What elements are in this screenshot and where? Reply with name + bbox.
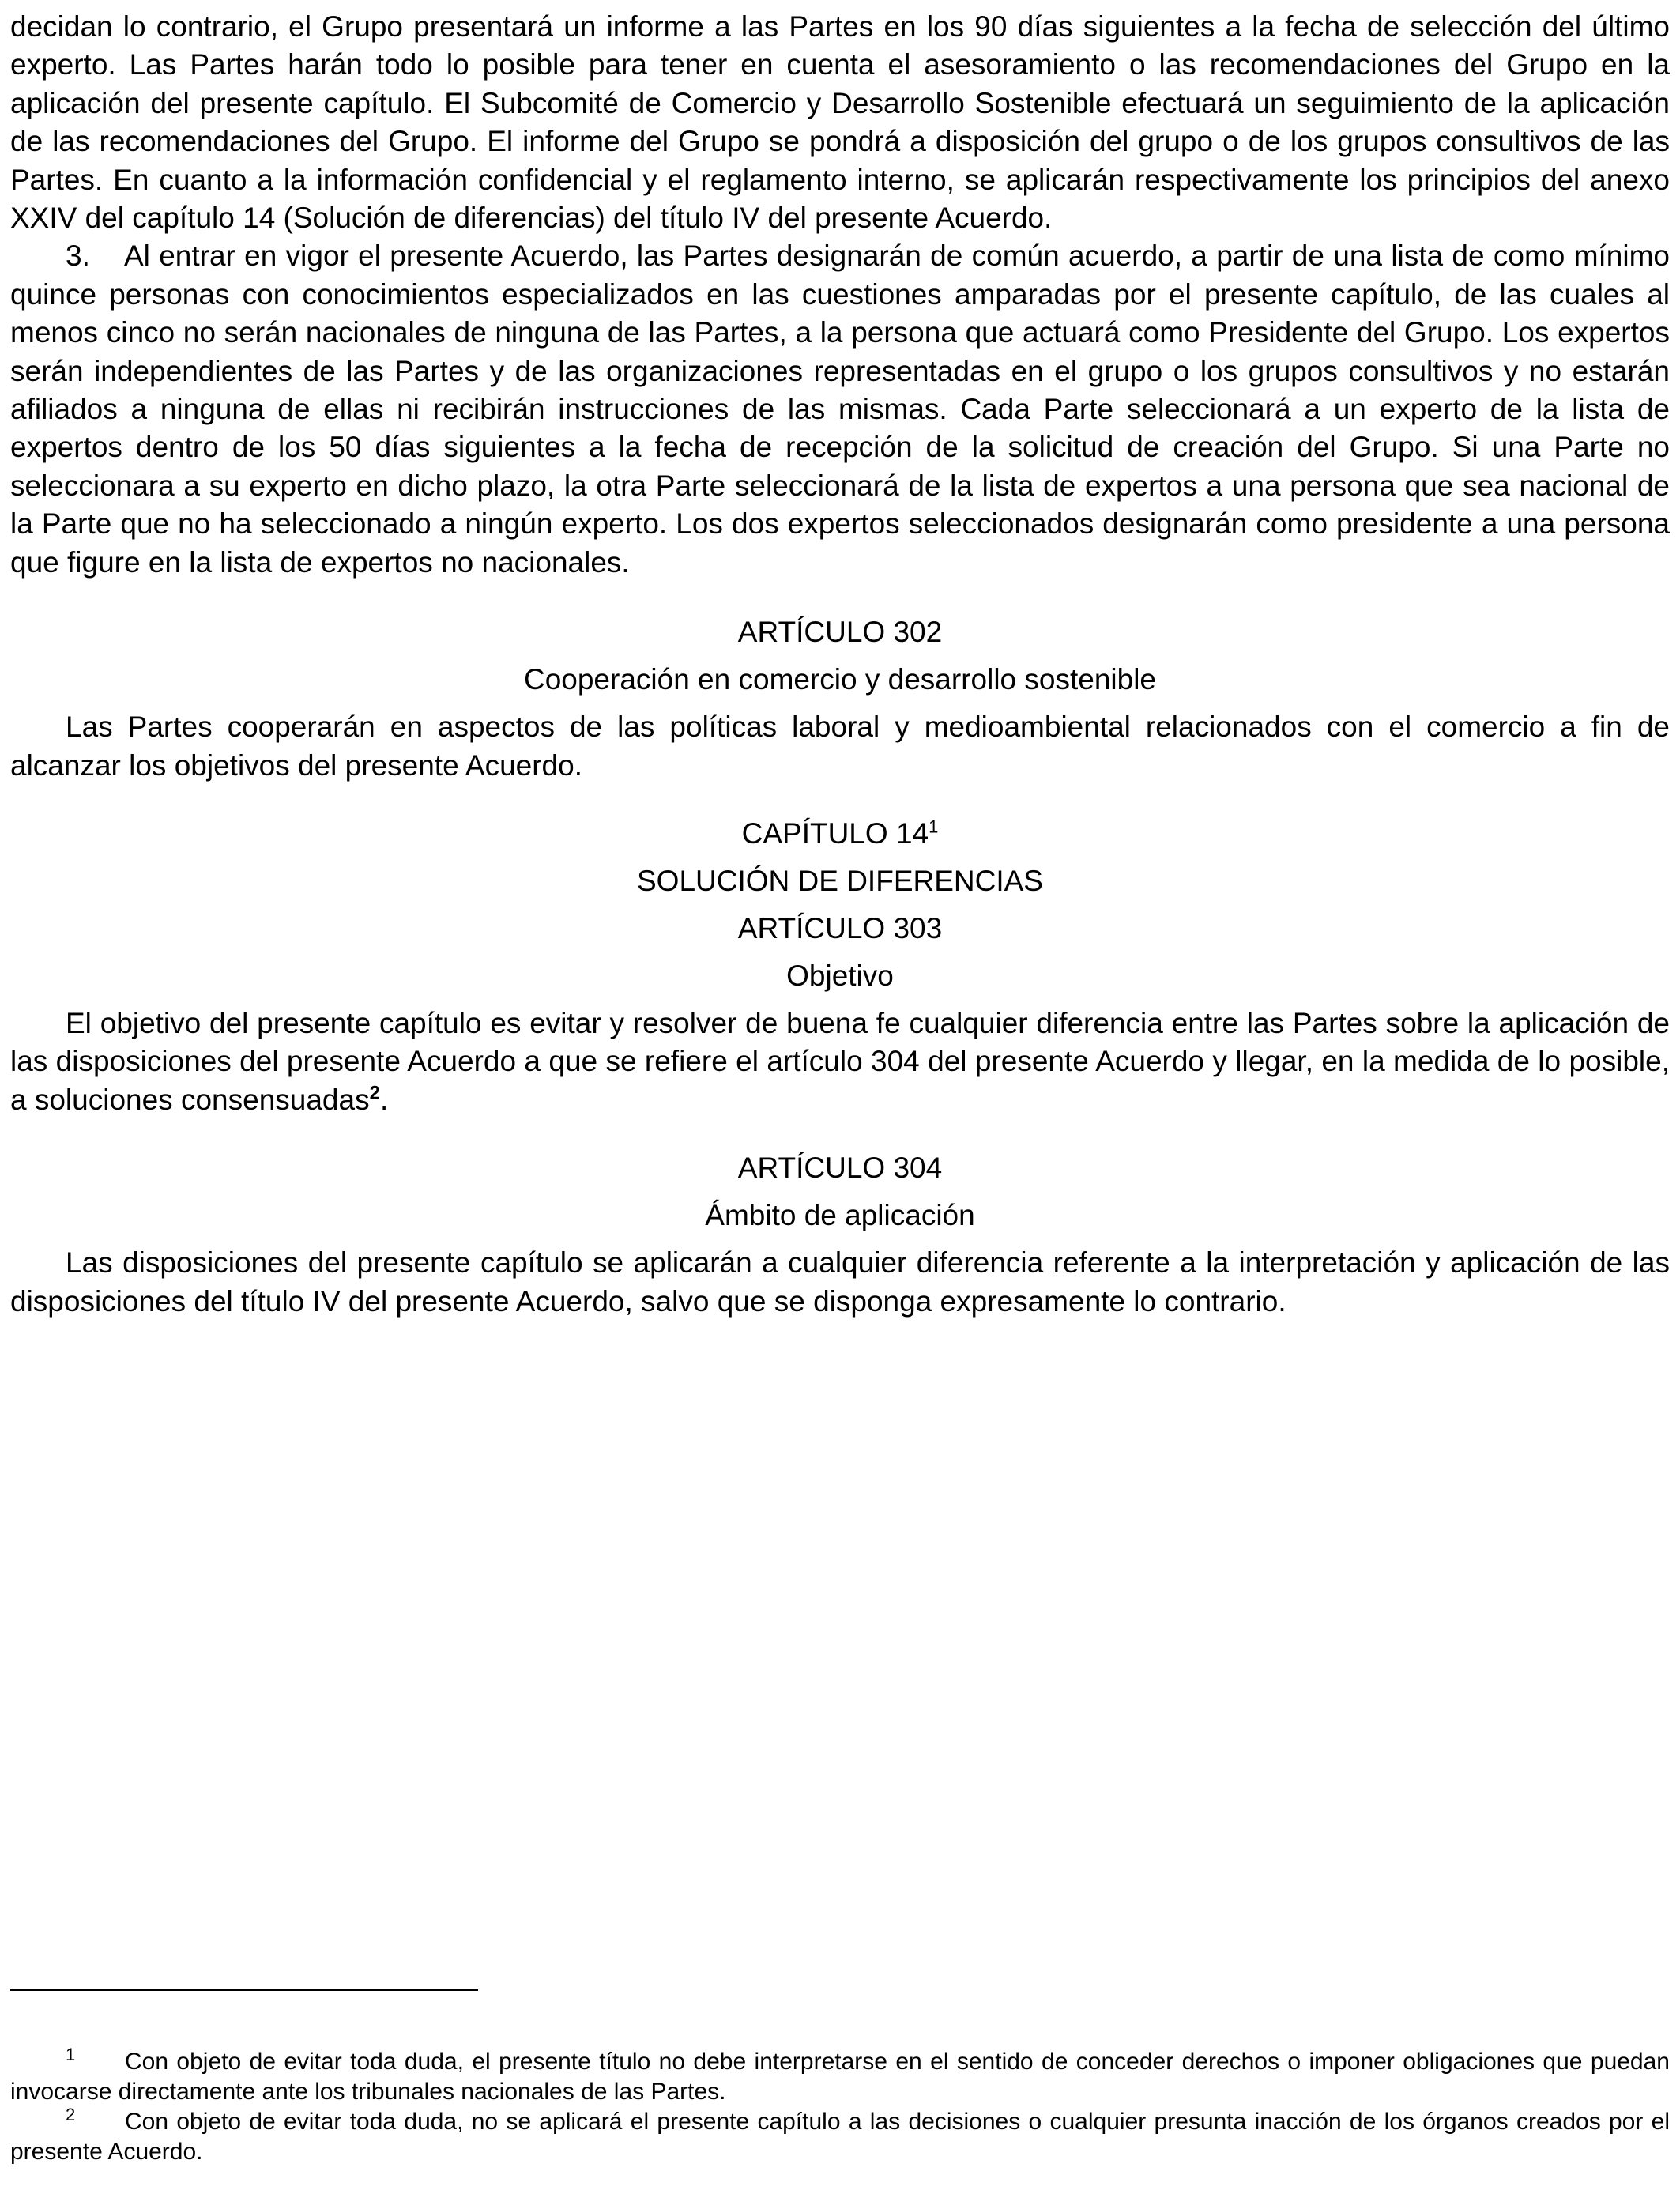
footnote-separator	[10, 1989, 478, 1991]
article-303-title: Objetivo	[786, 959, 894, 992]
footnote-1-text: Con objeto de evitar toda duda, el presente título no debe interpretarse en el sentido de conceder derechos o imponer obligaciones que puedan invocarse directamente ante los tribunales nacionales de las Partes.	[10, 2049, 1670, 2105]
footnote-ref-2[interactable]: 2	[369, 1082, 380, 1104]
document-page	[10, 8, 1670, 1321]
article-304-title: Ámbito de aplicación	[705, 1199, 975, 1232]
article-303-text	[10, 1005, 1670, 1119]
footnotes	[10, 2047, 1670, 2167]
chapter-title: SOLUCIÓN DE DIFERENCIAS	[637, 864, 1043, 897]
paragraph-3-text: Al entrar en vigor el presente Acuerdo, las Partes designarán de común acuerdo, a partir de una lista de como mínimo quince personas con conocimientos especializados en las cuestiones amparadas por el presente capítulo, de las cuales al menos cinco no serán nacionales de ninguna de las Partes, a la persona que actuará como Presidente del Grupo. Los expertos serán independientes de las Partes y de las organizaciones representadas en el grupo o los grupos consultivos y no estarán afiliados a ninguna de ellas ni recibirán instrucciones de las mismas. Cada Parte seleccionará a un experto de la lista de expertos dentro de los 50 días siguientes a la fecha de recepción de la solicitud de creación del Grupo. Si una Parte no seleccionara a su experto en dicho plazo, la otra Parte seleccionará de la lista de expertos a una persona que sea nacional de la Parte que no ha seleccionado a ningún experto. Los dos expertos seleccionados designarán como presidente a una persona que figure en la lista de expertos no nacionales.	[10, 239, 1670, 579]
chapter-heading-text: CAPÍTULO 14	[741, 816, 929, 850]
article-304-text: Las disposiciones del presente capítulo se aplicarán a cualquier diferencia referente a la interpretación y aplicación de las disposiciones del título IV del presente Acuerdo, salvo que se disponga expresamente lo contrario.	[10, 1246, 1670, 1318]
footnote-ref-1[interactable]: 1	[929, 816, 939, 837]
article-302-text: Las Partes cooperarán en aspectos de las políticas laboral y medioambiental relacionados con el comercio a fin de alcanzar los objetivos del presente Acuerdo.	[10, 711, 1670, 782]
article-304-heading: ARTÍCULO 304	[737, 1152, 943, 1185]
footnote-2: 2 Con objeto de evitar toda duda, no se aplicará el presente capítulo a las decisiones o cualquier presunta inacción de los órganos creados por el presente Acuerdo.	[10, 2105, 1670, 2165]
article-303-end: .	[379, 1083, 389, 1116]
paragraph-continuation: decidan lo contrario, el Grupo presentará un informe a las Partes en los 90 días siguientes a la fecha de selección del último experto. Las Partes harán todo lo posible para tener en cuenta el asesoramiento o las recomendaciones del Grupo en la aplicación del presente capítulo. El Subcomité de Comercio y Desarrollo Sostenible efectuará un seguimiento de la aplicación de las recomendaciones del Grupo. El informe del Grupo se pondrá a disposición del grupo o de los grupos consultivos de las Partes. En cuanto a la información confidencial y el reglamento interno, se aplicarán respectivamente los principios del anexo XXIV del capítulo 14 (Solución de diferencias) del título IV del presente Acuerdo.	[10, 10, 1670, 235]
paragraph-number: 3.	[66, 239, 90, 273]
footnote-2-text: Con objeto de evitar toda duda, no se aplicará el presente capítulo a las decisiones o cualquier presunta inacción de los órganos creados por el presente Acuerdo.	[10, 2109, 1670, 2165]
article-302-heading: ARTÍCULO 302	[737, 616, 943, 649]
article-303-body: El objetivo del presente capítulo es evitar y resolver de buena fe cualquier diferencia entre las Partes sobre la aplicación de las disposiciones del presente Acuerdo a que se refiere el artículo 304 del presente Acuerdo y llegar, en la medida de lo posible, a soluciones consensuadas	[10, 1006, 1670, 1116]
chapter-heading	[10, 815, 1670, 853]
paragraph-3	[10, 237, 1670, 582]
article-303-heading: ARTÍCULO 303	[737, 911, 943, 944]
article-302-title: Cooperación en comercio y desarrollo sostenible	[523, 663, 1157, 696]
footnote-1: 1 Con objeto de evitar toda duda, el presente título no debe interpretarse en el sentido de conceder derechos o imponer obligaciones que puedan invocarse directamente ante los tribunales nacionales de las Partes.	[10, 2045, 1670, 2105]
